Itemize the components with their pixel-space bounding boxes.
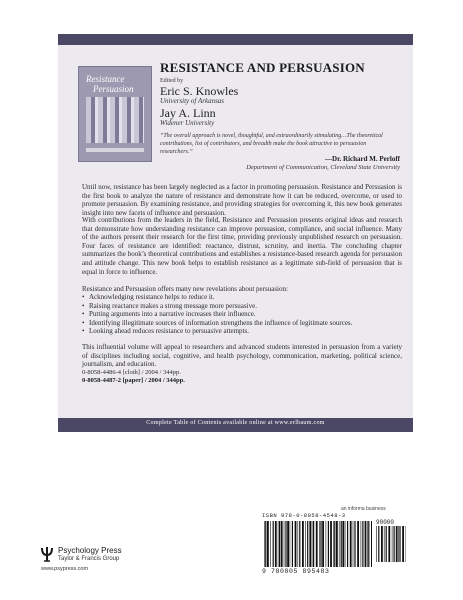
isbn-cloth: 0-8058-4486-4 [cloth] / 2004 / 344pp. <box>82 369 181 376</box>
barcode-ean-digits: 9 780805 895483 <box>262 568 330 575</box>
cover-thumbnail <box>78 66 152 162</box>
top-band <box>58 34 413 45</box>
barcode-isbn-line: ISBN 978-0-8058-4548-3 <box>262 512 346 519</box>
barcode-addon-bars <box>376 526 406 562</box>
list-item: • Acknowledging resistance helps to reduce it. <box>82 293 352 302</box>
revelations-intro: Resistance and Persuasion offers many new revelations about persuasion: <box>82 285 288 293</box>
thumbnail-image <box>86 97 144 143</box>
edited-by-label: Edited by <box>160 78 184 84</box>
editor-name-2: Jay A. Linn <box>160 106 216 120</box>
audience-paragraph: This influential volume will appeal to researchers and advanced students interested in persuasion from a variety of disciplines including social, cognitive, and health psychology, communication, marketing, political science, journalism, and education. <box>82 343 402 369</box>
description-paragraph-2: With contributions from the leaders in the field, Resistance and Persuasion presents original ideas and research that demonstrate how understanding resistance can improve persuasion, compliance, and social influence. Many of the authors present their research for the first time, providing previously unpublished research on persuasion. Four faces of resistance are identified: reactance, distrust, scrutiny, and inertia. The concluding chapter summarizes the book’s theoretical contributions and establishes a resistance-based research agenda for persuasion and attitude change. This new book helps to establish resistance as a legitimate sub-field of persuasion that is equal in force to influence. <box>82 216 402 276</box>
barcode <box>262 512 410 574</box>
publisher-url: www.psypress.com <box>41 566 89 572</box>
revelations-list <box>82 293 352 336</box>
toc-banner-text: Complete Table of Contents available online at www.erlbaum.com <box>146 420 325 426</box>
informa-tagline: an informa business <box>341 506 386 512</box>
description-paragraph-1: Until now, resistance has been largely neglected as a factor in promoting persuasion. Resistance and Persuasion is the first book to analyze the nature of resistance and demonstrate how it can be reduced, overcome, or used to promote persuasion. By examining resistance, and providing strategies for overcoming it, this new book generates insight into new facets of influence and persuasion. <box>82 183 402 217</box>
list-item: • Putting arguments into a narrative increases their influence. <box>82 310 352 319</box>
quote-author: —Dr. Richard M. Perloff <box>325 155 400 163</box>
list-item: • Looking ahead reduces resistance to persuasive attempts. <box>82 327 352 336</box>
barcode-addon-digits: 90000 <box>376 519 395 526</box>
publisher-group: Taylor & Francis Group <box>58 556 120 562</box>
thumbnail-title-line1: Resistance <box>86 74 125 84</box>
quote-department: Department of Communication, Cleveland State University <box>246 164 400 171</box>
list-item: • Raising reactance makes a strong message more persuasive. <box>82 302 352 311</box>
endorsement-quote: “The overall approach is novel, thoughtful, and extraordinarily stimulating…The theoretical contributions, list of contributors, and breadth make the book attractive to persuasion researchers.” <box>160 133 383 155</box>
isbn-paper: 0-8058-4487-2 [paper] / 2004 / 344pp. <box>82 377 185 384</box>
editor-name-1: Eric S. Knowles <box>160 84 239 98</box>
barcode-bars <box>264 521 372 567</box>
thumbnail-title-line2: Persuasion <box>93 84 134 94</box>
publisher-name: Psychology Press <box>58 546 122 555</box>
thumbnail-footer <box>86 148 144 152</box>
list-item: • Identifying illegitimate sources of information strengthens the influence of legitimate sources. <box>82 319 352 328</box>
psychology-press-logo-icon <box>40 546 54 562</box>
editor-affiliation-1: University of Arkansas <box>160 97 225 105</box>
book-title: RESISTANCE AND PERSUASION <box>160 60 365 75</box>
editor-affiliation-2: Widener University <box>160 119 215 127</box>
